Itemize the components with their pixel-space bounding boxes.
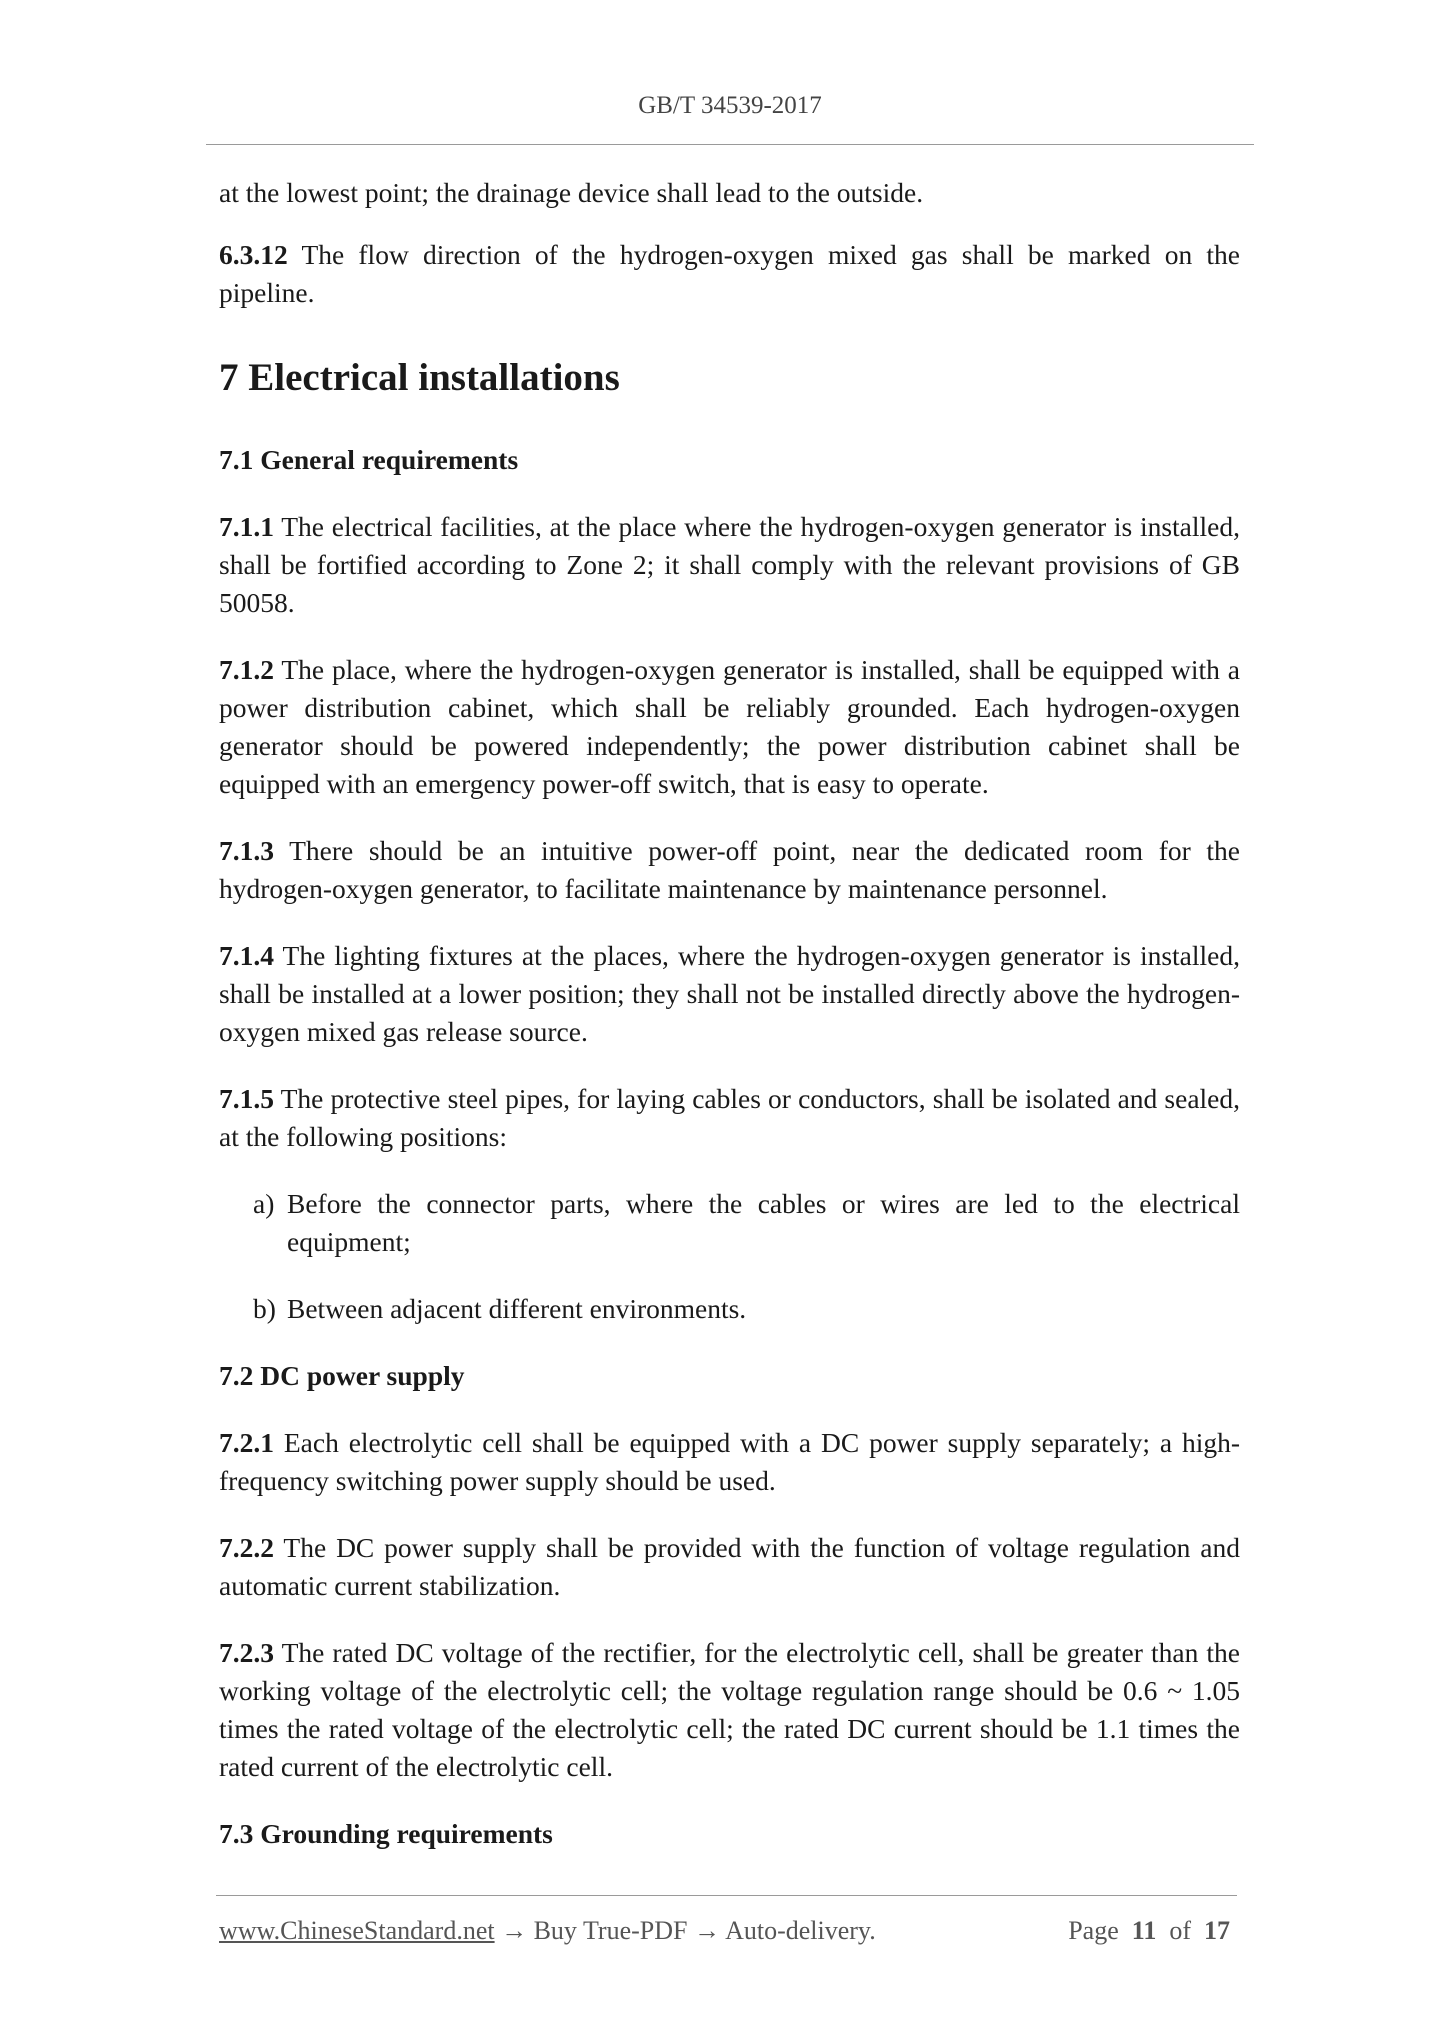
clause-text: The place, where the hydrogen-oxygen generator is installed, shall be equipped with a power distribution cabinet, which shall be reliably grounded. Each hydrogen-oxygen generator should be powered independently; the power distribution cabinet shall be equipped with an emergency power-off switch, that is easy to operate. — [219, 654, 1240, 799]
clause-text: There should be an intuitive power-off point, near the dedicated room for the hydrogen-oxygen generator, to facilitate maintenance by maintenance personnel. — [219, 835, 1240, 904]
list-item-a — [253, 1185, 1240, 1261]
clause-number: 7.1.5 — [219, 1083, 274, 1114]
clause-text: The electrical facilities, at the place where the hydrogen-oxygen generator is installed, shall be fortified according to Zone 2; it shall comply with the relevant provisions of GB 50058. — [219, 511, 1240, 618]
clause-7-1-1 — [219, 508, 1240, 622]
clause-text: The protective steel pipes, for laying cables or conductors, shall be isolated and sealed, at the following positions: — [219, 1083, 1240, 1152]
arrow-icon: → — [694, 1916, 720, 1945]
section-title-7-3: 7.3 Grounding requirements — [219, 1818, 553, 1849]
clause-number: 7.1.1 — [219, 511, 274, 542]
list-text: Before the connector parts, where the cables or wires are led to the electrical equipment; — [287, 1188, 1240, 1257]
clause-number: 7.2.1 — [219, 1427, 274, 1458]
page-of: of — [1169, 1916, 1191, 1945]
buy-text: Buy True-PDF — [533, 1916, 688, 1945]
clause-7-1-3 — [219, 832, 1240, 908]
clause-number: 7.2.3 — [219, 1637, 274, 1668]
clause-text: Each electrolytic cell shall be equipped with a DC power supply separately; a high-frequency switching power supply should be used. — [219, 1427, 1240, 1496]
clause-number: 7.2.2 — [219, 1532, 274, 1563]
list-marker: a) — [253, 1188, 275, 1219]
clause-7-2-1 — [219, 1424, 1240, 1500]
continuation-paragraph: at the lowest point; the drainage device shall lead to the outside. — [219, 177, 924, 208]
clause-text: The DC power supply shall be provided with the function of voltage regulation and automatic current stabilization. — [219, 1532, 1240, 1601]
footer-left — [219, 1916, 876, 1946]
section-title-7-1: 7.1 General requirements — [219, 444, 519, 475]
clause-7-2-2 — [219, 1529, 1240, 1605]
clause-number: 7.1.2 — [219, 654, 274, 685]
clause-text: The rated DC voltage of the rectifier, for the electrolytic cell, shall be greater than the working voltage of the electrolytic cell; the voltage regulation range should be 0.6 ~ 1.05 times the rated voltage of the electrolytic cell; the rated DC current should be 1.1 times the rated current of the electrolytic cell. — [219, 1637, 1240, 1782]
page-indicator — [1068, 1916, 1230, 1946]
clause-text: The lighting fixtures at the places, where the hydrogen-oxygen generator is installed, shall be installed at a lower position; they shall not be installed directly above the hydrogen-oxygen mixed gas release source. — [219, 940, 1240, 1047]
clause-number: 7.1.3 — [219, 835, 274, 866]
website-link[interactable]: www.ChineseStandard.net — [219, 1916, 495, 1945]
page-footer — [219, 1916, 1230, 1946]
page-total: 17 — [1204, 1916, 1230, 1945]
chapter-title: 7 Electrical installations — [219, 356, 620, 399]
page-label: Page — [1068, 1916, 1119, 1945]
clause-7-1-2 — [219, 651, 1240, 803]
clause-6-3-12 — [219, 236, 1240, 312]
footer-divider — [216, 1895, 1237, 1896]
clause-number: 7.1.4 — [219, 940, 274, 971]
delivery-text: Auto-delivery. — [725, 1916, 876, 1945]
standard-code: GB/T 34539-2017 — [638, 92, 822, 119]
page-content — [219, 174, 1240, 1882]
list-text: Between adjacent different environments. — [287, 1293, 747, 1324]
list-marker: b) — [253, 1293, 276, 1324]
document-header — [206, 92, 1254, 120]
page-current: 11 — [1131, 1916, 1157, 1945]
clause-7-1-5 — [219, 1080, 1240, 1156]
clause-7-2-3 — [219, 1634, 1240, 1786]
list-item-b — [253, 1290, 1240, 1328]
arrow-icon: → — [501, 1916, 528, 1945]
section-title-7-2: 7.2 DC power supply — [219, 1360, 465, 1391]
clause-text: The flow direction of the hydrogen-oxygen mixed gas shall be marked on the pipeline. — [219, 239, 1240, 308]
clause-number: 6.3.12 — [219, 239, 288, 270]
clause-7-1-4 — [219, 937, 1240, 1051]
header-divider — [206, 144, 1254, 145]
